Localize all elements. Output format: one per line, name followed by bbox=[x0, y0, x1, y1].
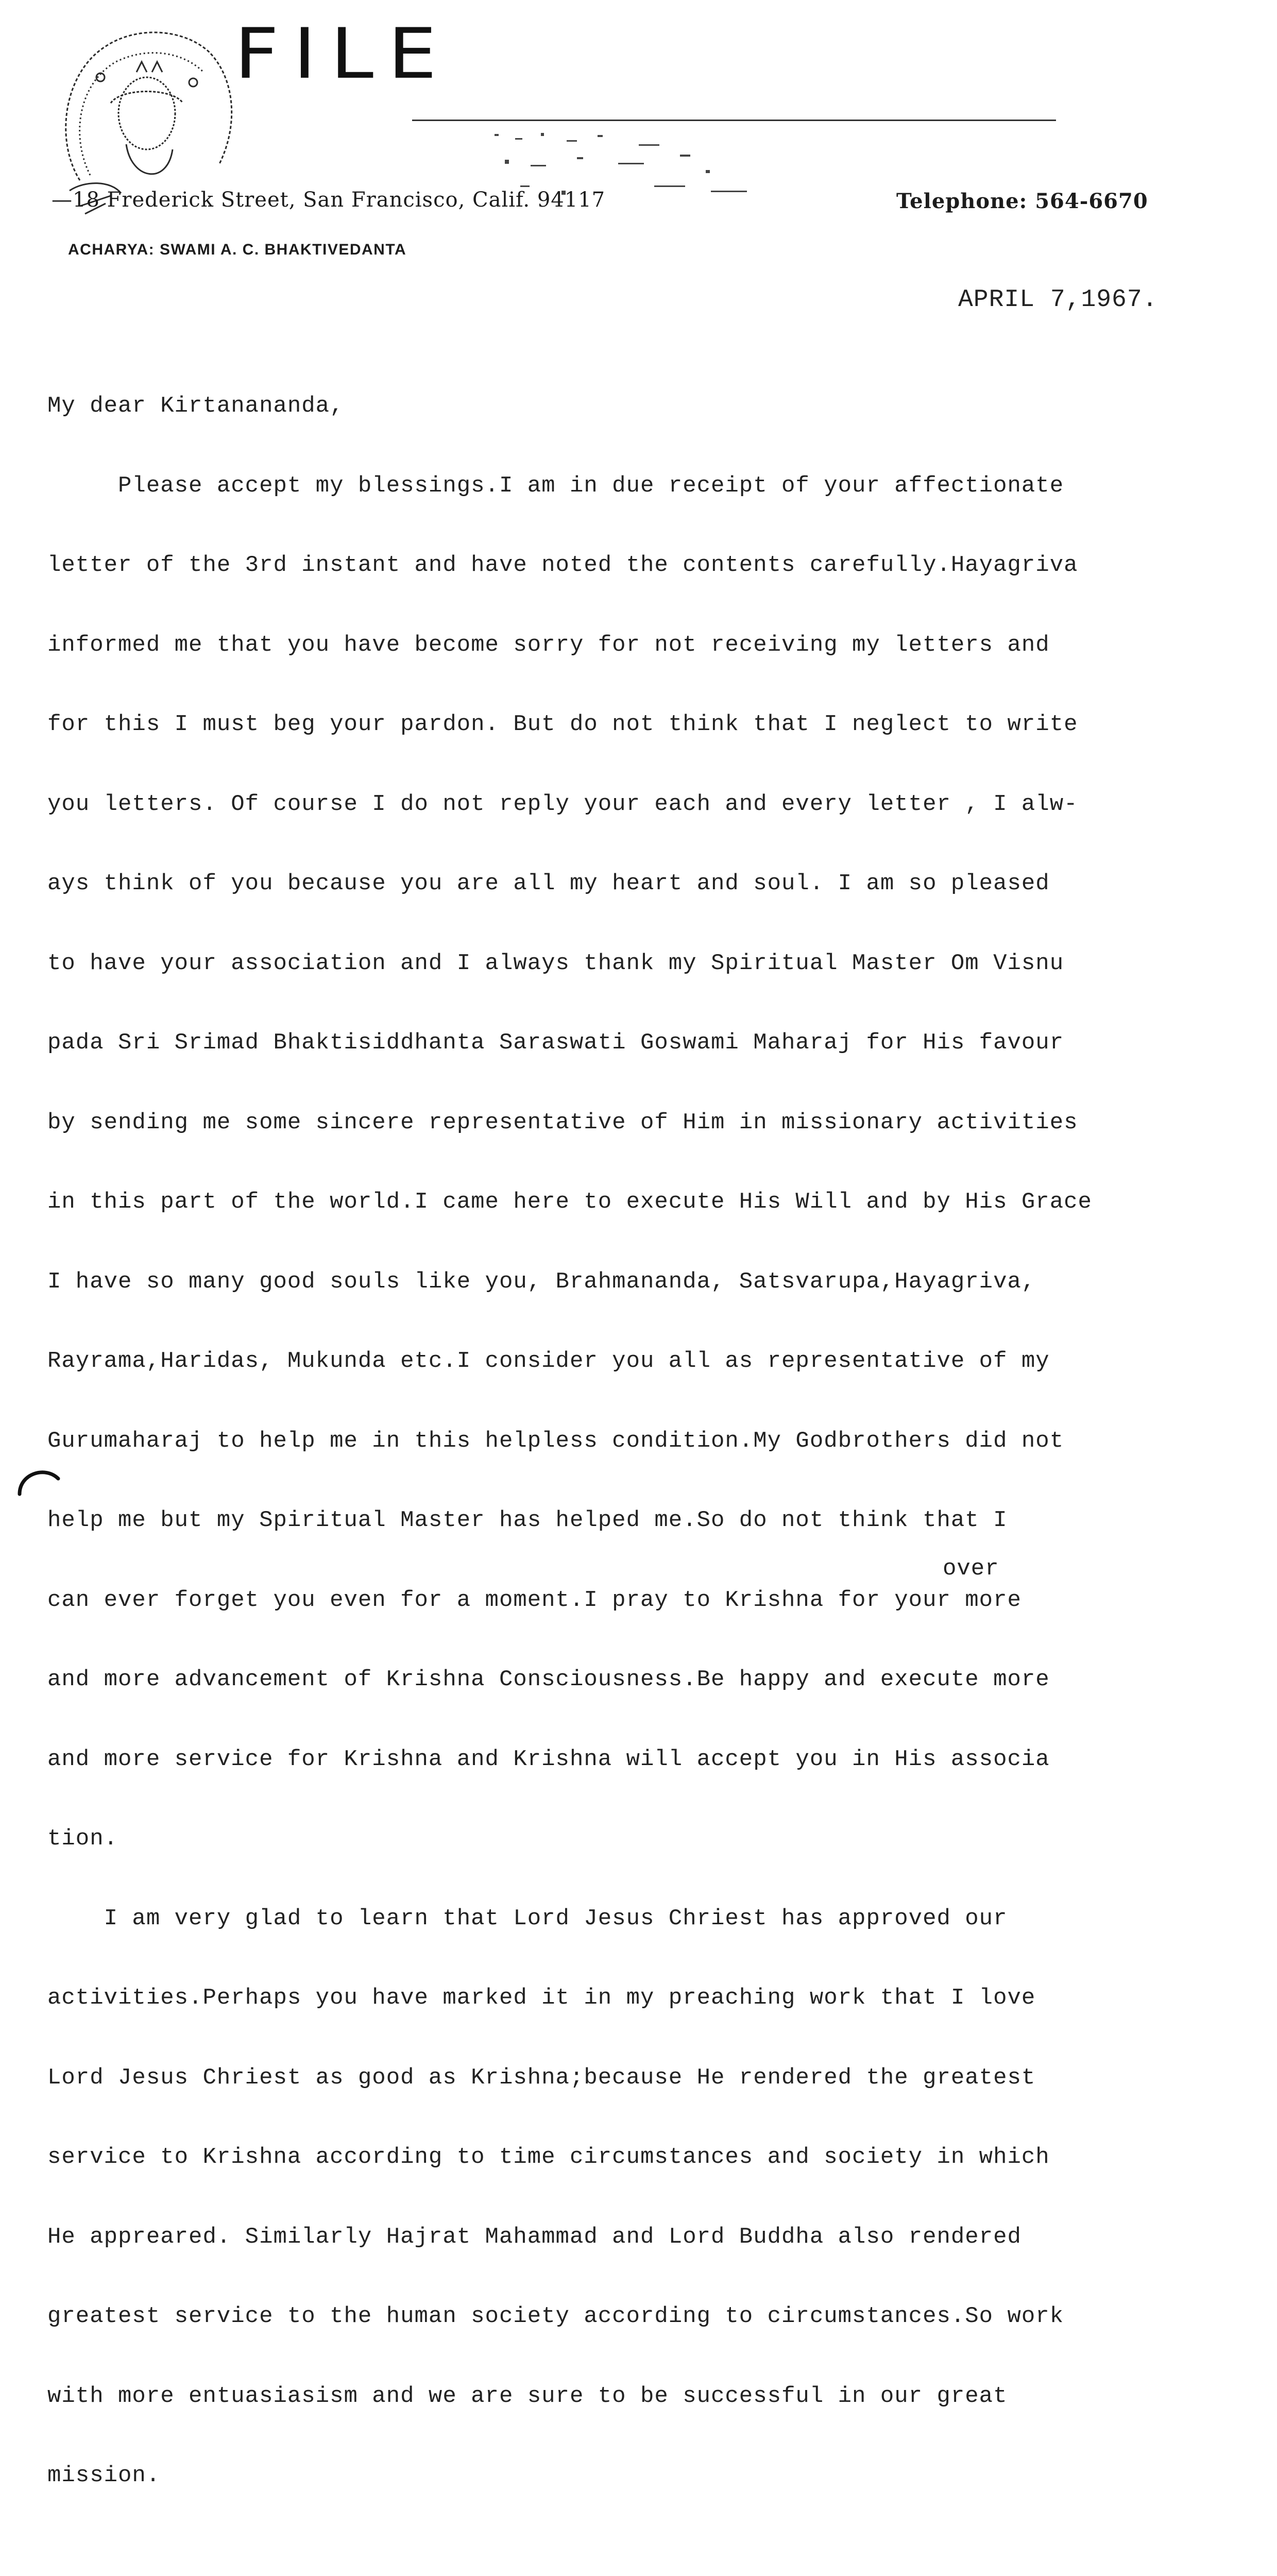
smudged-rule bbox=[412, 120, 1056, 121]
letter-line: pada Sri Srimad Bhaktisiddhanta Saraswati Goswami Maharaj for His favour bbox=[47, 1030, 1064, 1056]
letter-line: you letters. Of course I do not reply your each and every letter , I alw- bbox=[47, 791, 1078, 817]
letter-line: Gurumaharaj to help me in this helpless condition.My Godbrothers did not bbox=[47, 1428, 1064, 1454]
letterhead-acharya: ACHARYA: SWAMI A. C. BHAKTIVEDANTA bbox=[68, 241, 407, 258]
letter-line: in this part of the world.I came here to execute His Will and by His Grace bbox=[47, 1189, 1092, 1215]
letter-line: help me but my Spiritual Master has helped me.So do not think that I bbox=[47, 1507, 1008, 1533]
emblem-icon bbox=[49, 10, 245, 216]
letter-body bbox=[47, 340, 1092, 2576]
letter-line: I am very glad to learn that Lord Jesus Chriest has approved our bbox=[47, 1905, 1008, 1931]
file-stamp: FILE bbox=[234, 13, 451, 95]
letter-line: for this I must beg your pardon. But do not think that I neglect to write bbox=[47, 711, 1078, 737]
letterhead-address: —18 Frederick Street, San Francisco, Calif. 94117 bbox=[52, 188, 606, 212]
letter-line: letter of the 3rd instant and have noted the contents carefully.Hayagriva bbox=[47, 552, 1078, 578]
letter-line: informed me that you have become sorry for not receiving my letters and bbox=[47, 632, 1050, 658]
letter-line: Please accept my blessings.I am in due receipt of your affectionate bbox=[47, 472, 1064, 499]
over-note: over bbox=[943, 1556, 999, 1582]
letter-line: can ever forget you even for a moment.I pray to Krishna for your more bbox=[47, 1587, 1021, 1613]
letter-line: He appreared. Similarly Hajrat Mahammad and Lord Buddha also rendered bbox=[47, 2224, 1021, 2250]
letter-line: My dear Kirtanananda, bbox=[47, 393, 344, 419]
letter-line: greatest service to the human society according to circumstances.So work bbox=[47, 2303, 1064, 2329]
letter-line: activities.Perhaps you have marked it in my preaching work that I love bbox=[47, 1985, 1036, 2011]
letterhead bbox=[0, 0, 1277, 268]
letter-line: mission. bbox=[47, 2463, 161, 2488]
handwritten-mark-icon bbox=[14, 1463, 61, 1504]
letter-line: tion. bbox=[47, 1826, 118, 1852]
letter-line: ays think of you because you are all my heart and soul. I am so pleased bbox=[47, 871, 1050, 896]
letter-line: and more service for Krishna and Krishna will accept you in His associa bbox=[47, 1746, 1050, 1772]
letterhead-telephone: Telephone: 564-6670 bbox=[896, 189, 1148, 213]
letter-date: APRIL 7,1967. bbox=[958, 286, 1158, 314]
letter-line: with more entuasiasism and we are sure to be successful in our great bbox=[47, 2383, 1008, 2409]
letter-line: Lord Jesus Chriest as good as Krishna;because He rendered the greatest bbox=[47, 2064, 1036, 2091]
letter-line: I have so many good souls like you, Brahmananda, Satsvarupa,Hayagriva, bbox=[47, 1268, 1036, 1295]
letter-line: and more advancement of Krishna Consciousness.Be happy and execute more bbox=[47, 1667, 1050, 1692]
letter-line: to have your association and I always thank my Spiritual Master Om Visnu bbox=[47, 950, 1064, 976]
letter-line bbox=[47, 2543, 1092, 2569]
letter-line: Rayrama,Haridas, Mukunda etc.I consider you all as representative of my bbox=[47, 1348, 1050, 1374]
letter-line: by sending me some sincere representative of Him in missionary activities bbox=[47, 1109, 1078, 1136]
letter-line: service to Krishna according to time circumstances and society in which bbox=[47, 2144, 1050, 2170]
